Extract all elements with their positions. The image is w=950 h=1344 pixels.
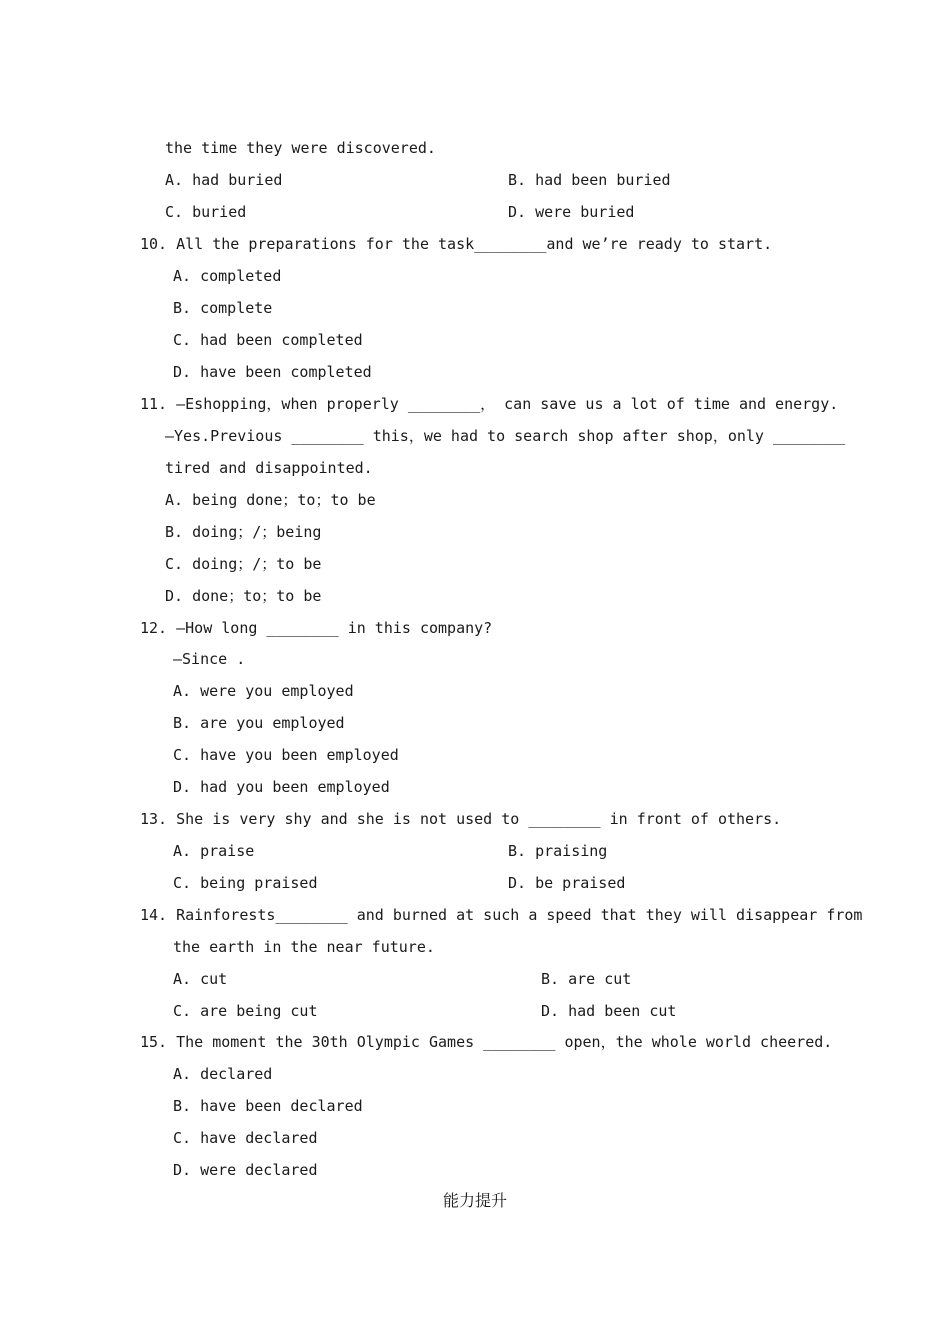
q10-option-c: C. had been completed [173, 331, 363, 349]
q11-option-a: A. being done；to；to be [165, 491, 376, 509]
q13-option-c: C. being praised [173, 874, 318, 892]
q13-option-a: A. praise [173, 842, 255, 860]
q12-option-c: C. have you been employed [173, 746, 399, 764]
q15-option-b: B. have been declared [173, 1097, 363, 1115]
q11-option-c: C. doing；/；to be [165, 555, 322, 573]
q13-option-b: B. praising [508, 842, 608, 860]
q12-stem-line2: —Since . [173, 650, 246, 668]
q10-stem: 10. All the preparations for the task________and we’re ready to start. [140, 235, 773, 253]
q12-option-b: B. are you employed [173, 714, 345, 732]
q11-stem-line1: 11. —Eshopping，when properly ________， can save us a lot of time and energy. [140, 395, 839, 413]
q11-stem-line2: —Yes.Previous ________ this，we had to search shop after shop，only ________ [165, 427, 846, 445]
q13-stem: 13. She is very shy and she is not used to ________ in front of others. [140, 810, 782, 828]
q15-option-c: C. have declared [173, 1129, 318, 1147]
q9-option-a: A. had buried [165, 171, 283, 189]
q10-option-b: B. complete [173, 299, 273, 317]
q14-option-b: B. are cut [541, 970, 632, 988]
q9-option-b: B. had been buried [508, 171, 671, 189]
q11-stem-line3: tired and disappointed. [165, 459, 373, 477]
q14-stem-line1: 14. Rainforests________ and burned at such a speed that they will disappear from [140, 906, 863, 924]
q14-option-d: D. had been cut [541, 1002, 677, 1020]
q14-stem-line2: the earth in the near future. [173, 938, 435, 956]
section-heading: 能力提升 [442, 1191, 507, 1210]
q15-stem: 15. The moment the 30th Olympic Games ________ open，the whole world cheered. [140, 1033, 833, 1051]
q14-option-c: C. are being cut [173, 1002, 318, 1020]
q15-option-a: A. declared [173, 1065, 273, 1083]
q12-stem-line1: 12. —How long ________ in this company? [140, 619, 493, 637]
q10-option-a: A. completed [173, 267, 282, 285]
q14-option-a: A. cut [173, 970, 228, 988]
q12-option-d: D. had you been employed [173, 778, 390, 796]
q10-option-d: D. have been completed [173, 363, 372, 381]
q9-option-d: D. were buried [508, 203, 635, 221]
q11-option-b: B. doing；/；being [165, 523, 322, 541]
q15-option-d: D. were declared [173, 1161, 318, 1179]
q9-stem-continuation: the time they were discovered. [165, 139, 436, 157]
q13-option-d: D. be praised [508, 874, 626, 892]
q9-option-c: C. buried [165, 203, 247, 221]
q11-option-d: D. done；to；to be [165, 587, 322, 605]
q12-option-a: A. were you employed [173, 682, 354, 700]
